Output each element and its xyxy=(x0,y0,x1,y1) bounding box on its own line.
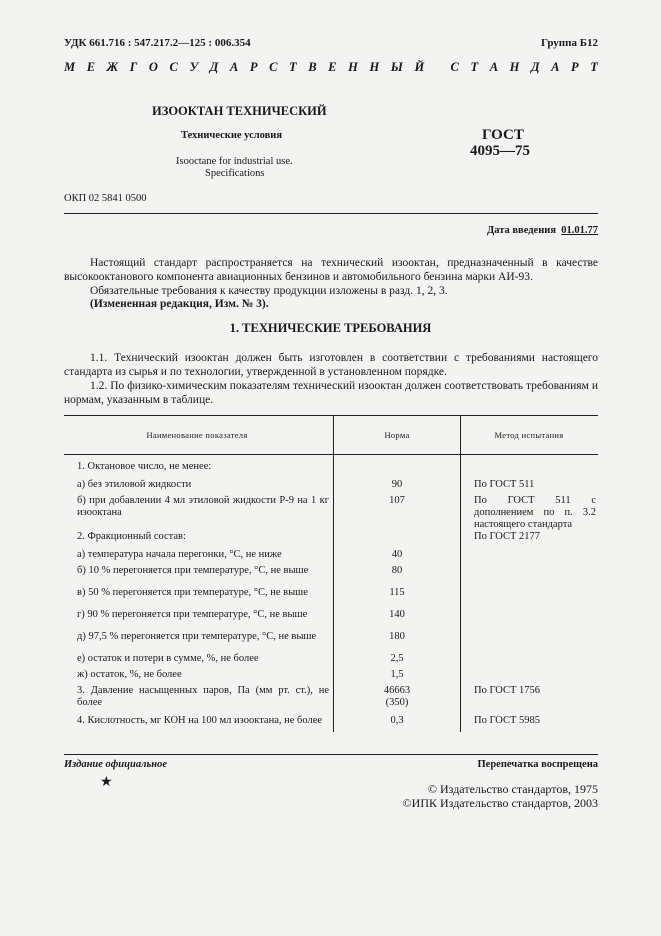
norm-value: 90 xyxy=(334,473,461,491)
table-row xyxy=(64,599,334,621)
intro-amendment: (Измененная редакция, Изм. № 3). xyxy=(90,298,269,310)
effective-date-value: 01.01.77 xyxy=(561,225,598,236)
clause-1-2: 1.2. По физико-химическим показателям технический изооктан должен соответствовать требованиям и нормам, указанным в таблице. xyxy=(64,380,598,406)
column-header-name: Наименование показателя xyxy=(64,416,334,455)
norm-value: 80 xyxy=(334,561,461,577)
intro-requirements: Обязательные требования к качеству продукции изложены в разд. 1, 2, 3. xyxy=(90,285,448,297)
document-subtitle: Технические условия xyxy=(181,130,283,141)
star-icon: ★ xyxy=(100,775,113,790)
reprint-prohibited: Перепечатка воспрещена xyxy=(477,759,598,770)
table-row xyxy=(64,621,334,643)
indicator-name: 4. Кислотность, мг КОН на 100 мл изооктана, не более xyxy=(77,715,323,726)
table-row xyxy=(64,455,334,474)
table-row xyxy=(64,665,334,681)
indicator-name: 2. Фракционный состав: xyxy=(77,531,186,542)
group-code: Группа Б12 xyxy=(541,37,598,49)
table-row xyxy=(64,709,334,732)
table-row xyxy=(64,531,334,543)
document-title: ИЗООКТАН ТЕХНИЧЕСКИЙ xyxy=(152,104,327,118)
test-method: По ГОСТ 511 с дополнением по п. 3.2 настоящего стандарта xyxy=(474,495,596,530)
test-method: По ГОСТ 2177 xyxy=(474,531,541,542)
norm-value: 46663 (350) xyxy=(334,681,461,709)
standard-banner: М Е Ж Г О С У Д А Р С Т В Е Н Н Ы Й С Т А Н Д А Р Т xyxy=(64,60,598,74)
effective-date-label: Дата введения xyxy=(487,225,556,236)
test-method: По ГОСТ 5985 xyxy=(474,715,541,726)
norm-value: 1,5 xyxy=(334,665,461,681)
indicator-name: г) 90 % перегоняется при температуре, °С, не выше xyxy=(77,609,308,620)
effective-date xyxy=(487,225,598,236)
indicator-name: ж) остаток, %, не более xyxy=(77,669,182,680)
table-row xyxy=(64,491,334,531)
table-row xyxy=(64,681,334,709)
indicator-name: е) остаток и потери в сумме, %, не более xyxy=(77,653,259,664)
udk-code: УДК 661.716 : 547.217.2—125 : 006.354 xyxy=(64,37,251,49)
norm-value: 0,3 xyxy=(334,709,461,732)
norm-value: 180 xyxy=(334,621,461,643)
table-row xyxy=(64,561,334,577)
intro-paragraph: Настоящий стандарт распространяется на технический изооктан, предназначенный в качестве высокооктанового компонента авиационных бензинов и автомобильного бензина марки АИ-93. xyxy=(64,257,598,283)
norm-value: 140 xyxy=(334,599,461,621)
indicator-name: б) 10 % перегоняется при температуре, °С, не выше xyxy=(77,565,309,576)
column-header-norm: Норма xyxy=(334,416,461,455)
table-bottom-rule xyxy=(64,754,598,755)
official-edition: Издание официальное xyxy=(64,759,168,770)
norm-value: 115 xyxy=(334,577,461,599)
indicator-name: а) температура начала перегонки, °С, не ниже xyxy=(77,549,282,560)
table-row xyxy=(64,543,334,561)
clause-1-1: 1.1. Технический изооктан должен быть изготовлен в соответствии с требованиями настоящего стандарта из сырья и по технологии, утвержденной в установленном порядке. xyxy=(64,352,598,378)
indicator-name: б) при добавлении 4 мл этиловой жидкости Р-9 на 1 кг изооктана xyxy=(77,495,329,518)
norm-value: 107 xyxy=(334,491,461,531)
indicator-name: 1. Октановое число, не менее: xyxy=(77,461,212,472)
test-method: По ГОСТ 1756 xyxy=(474,685,541,696)
english-title-line1: Isooctane for industrial use. xyxy=(176,156,293,167)
copyright-2003: ©ИПК Издательство стандартов, 2003 xyxy=(402,796,598,810)
table-row xyxy=(64,473,334,491)
column-header-method: Метод испытания xyxy=(461,416,599,455)
divider xyxy=(64,213,598,214)
norm-value: 2,5 xyxy=(334,643,461,665)
copyright-1975: © Издательство стандартов, 1975 xyxy=(427,782,598,796)
indicator-name: в) 50 % перегоняется при температуре, °С, не выше xyxy=(77,587,308,598)
norm-value: 40 xyxy=(334,543,461,561)
test-method: По ГОСТ 511 xyxy=(474,479,535,490)
section-heading: 1. ТЕХНИЧЕСКИЕ ТРЕБОВАНИЯ xyxy=(229,321,432,335)
indicator-name: 3. Давление насыщенных паров, Па (мм рт. ст.), не более xyxy=(77,685,329,708)
gost-number: 4095—75 xyxy=(470,143,530,159)
okp-code: ОКП 02 5841 0500 xyxy=(64,193,147,204)
english-title-line2: Specifications xyxy=(205,168,265,179)
requirements-table xyxy=(64,415,598,732)
indicator-name: д) 97,5 % перегоняется при температуре, °С, не выше xyxy=(77,631,317,642)
table-row xyxy=(64,643,334,665)
table-row xyxy=(64,577,334,599)
gost-label: ГОСТ xyxy=(482,127,524,143)
indicator-name: а) без этиловой жидкости xyxy=(77,479,192,490)
